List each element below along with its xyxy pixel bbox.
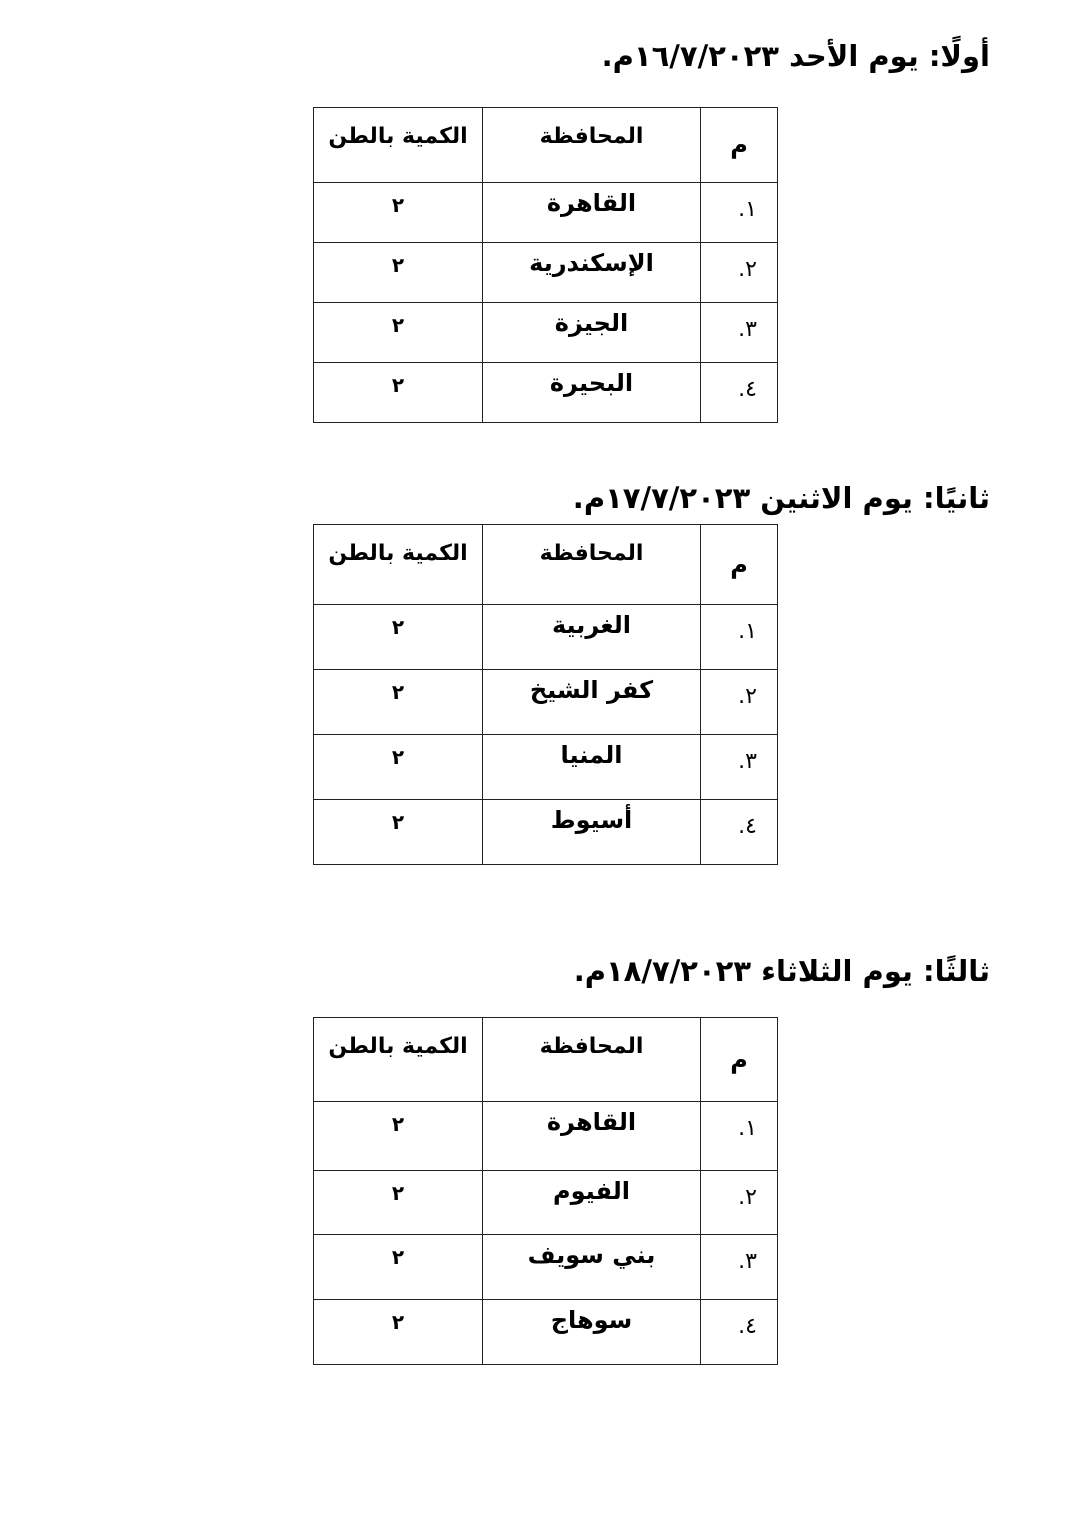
quantity-cell: ٢ [314, 183, 483, 243]
table-row [314, 1235, 778, 1300]
governorate-cell: البحيرة [483, 363, 701, 423]
section-2-table [313, 524, 778, 865]
row-number: ٢. [701, 670, 778, 735]
table-header-row [314, 1018, 778, 1102]
row-number: ١. [701, 183, 778, 243]
section-2-heading-day: يوم الاثنين ١٧/٧/٢٠٢٣م. [572, 481, 913, 515]
table-row [314, 800, 778, 865]
quantity-cell: ٢ [314, 800, 483, 865]
governorate-cell: الإسكندرية [483, 243, 701, 303]
row-number: ٣. [701, 1235, 778, 1300]
row-number: ٤. [701, 363, 778, 423]
row-number: ٣. [701, 735, 778, 800]
section-3-heading [573, 954, 990, 988]
column-header-m: م [701, 525, 778, 605]
table-row [314, 735, 778, 800]
column-header-quantity: الكمية بالطن [314, 108, 483, 183]
quantity-cell: ٢ [314, 303, 483, 363]
section-1-heading-label: أولًا: [928, 39, 990, 73]
quantity-cell: ٢ [314, 1102, 483, 1171]
governorate-cell: القاهرة [483, 1102, 701, 1171]
table-row [314, 1171, 778, 1235]
governorate-cell: الجيزة [483, 303, 701, 363]
section-3-table [313, 1017, 778, 1365]
quantity-cell: ٢ [314, 670, 483, 735]
governorate-cell: كفر الشيخ [483, 670, 701, 735]
section-1-heading-day: يوم الأحد ١٦/٧/٢٠٢٣م. [601, 39, 919, 73]
governorate-cell: القاهرة [483, 183, 701, 243]
row-number: ٢. [701, 1171, 778, 1235]
row-number: ١. [701, 1102, 778, 1171]
section-3-heading-label: ثالثًا: [923, 954, 990, 988]
section-2-heading-label: ثانيًا: [923, 481, 990, 515]
governorate-cell: الفيوم [483, 1171, 701, 1235]
table-row [314, 605, 778, 670]
table-row [314, 670, 778, 735]
section-1-heading [601, 39, 990, 73]
quantity-cell: ٢ [314, 243, 483, 303]
quantity-cell: ٢ [314, 605, 483, 670]
quantity-cell: ٢ [314, 363, 483, 423]
governorate-cell: الغربية [483, 605, 701, 670]
quantity-cell: ٢ [314, 1171, 483, 1235]
section-3-heading-day: يوم الثلاثاء ١٨/٧/٢٠٢٣م. [573, 954, 913, 988]
quantity-cell: ٢ [314, 1235, 483, 1300]
column-header-governorate: المحافظة [483, 108, 701, 183]
table-row [314, 243, 778, 303]
governorate-cell: أسيوط [483, 800, 701, 865]
governorate-cell: بني سويف [483, 1235, 701, 1300]
row-number: ٢. [701, 243, 778, 303]
column-header-quantity: الكمية بالطن [314, 1018, 483, 1102]
column-header-governorate: المحافظة [483, 525, 701, 605]
row-number: ٣. [701, 303, 778, 363]
row-number: ١. [701, 605, 778, 670]
table-header-row [314, 108, 778, 183]
governorate-cell: سوهاج [483, 1300, 701, 1365]
table-row [314, 303, 778, 363]
table-row [314, 183, 778, 243]
column-header-quantity: الكمية بالطن [314, 525, 483, 605]
table-row [314, 1300, 778, 1365]
table-header-row [314, 525, 778, 605]
column-header-m: م [701, 1018, 778, 1102]
section-2-heading [572, 481, 990, 515]
section-1-table [313, 107, 778, 423]
table-row [314, 363, 778, 423]
table-row [314, 1102, 778, 1171]
governorate-cell: المنيا [483, 735, 701, 800]
quantity-cell: ٢ [314, 1300, 483, 1365]
row-number: ٤. [701, 1300, 778, 1365]
quantity-cell: ٢ [314, 735, 483, 800]
column-header-m: م [701, 108, 778, 183]
row-number: ٤. [701, 800, 778, 865]
column-header-governorate: المحافظة [483, 1018, 701, 1102]
